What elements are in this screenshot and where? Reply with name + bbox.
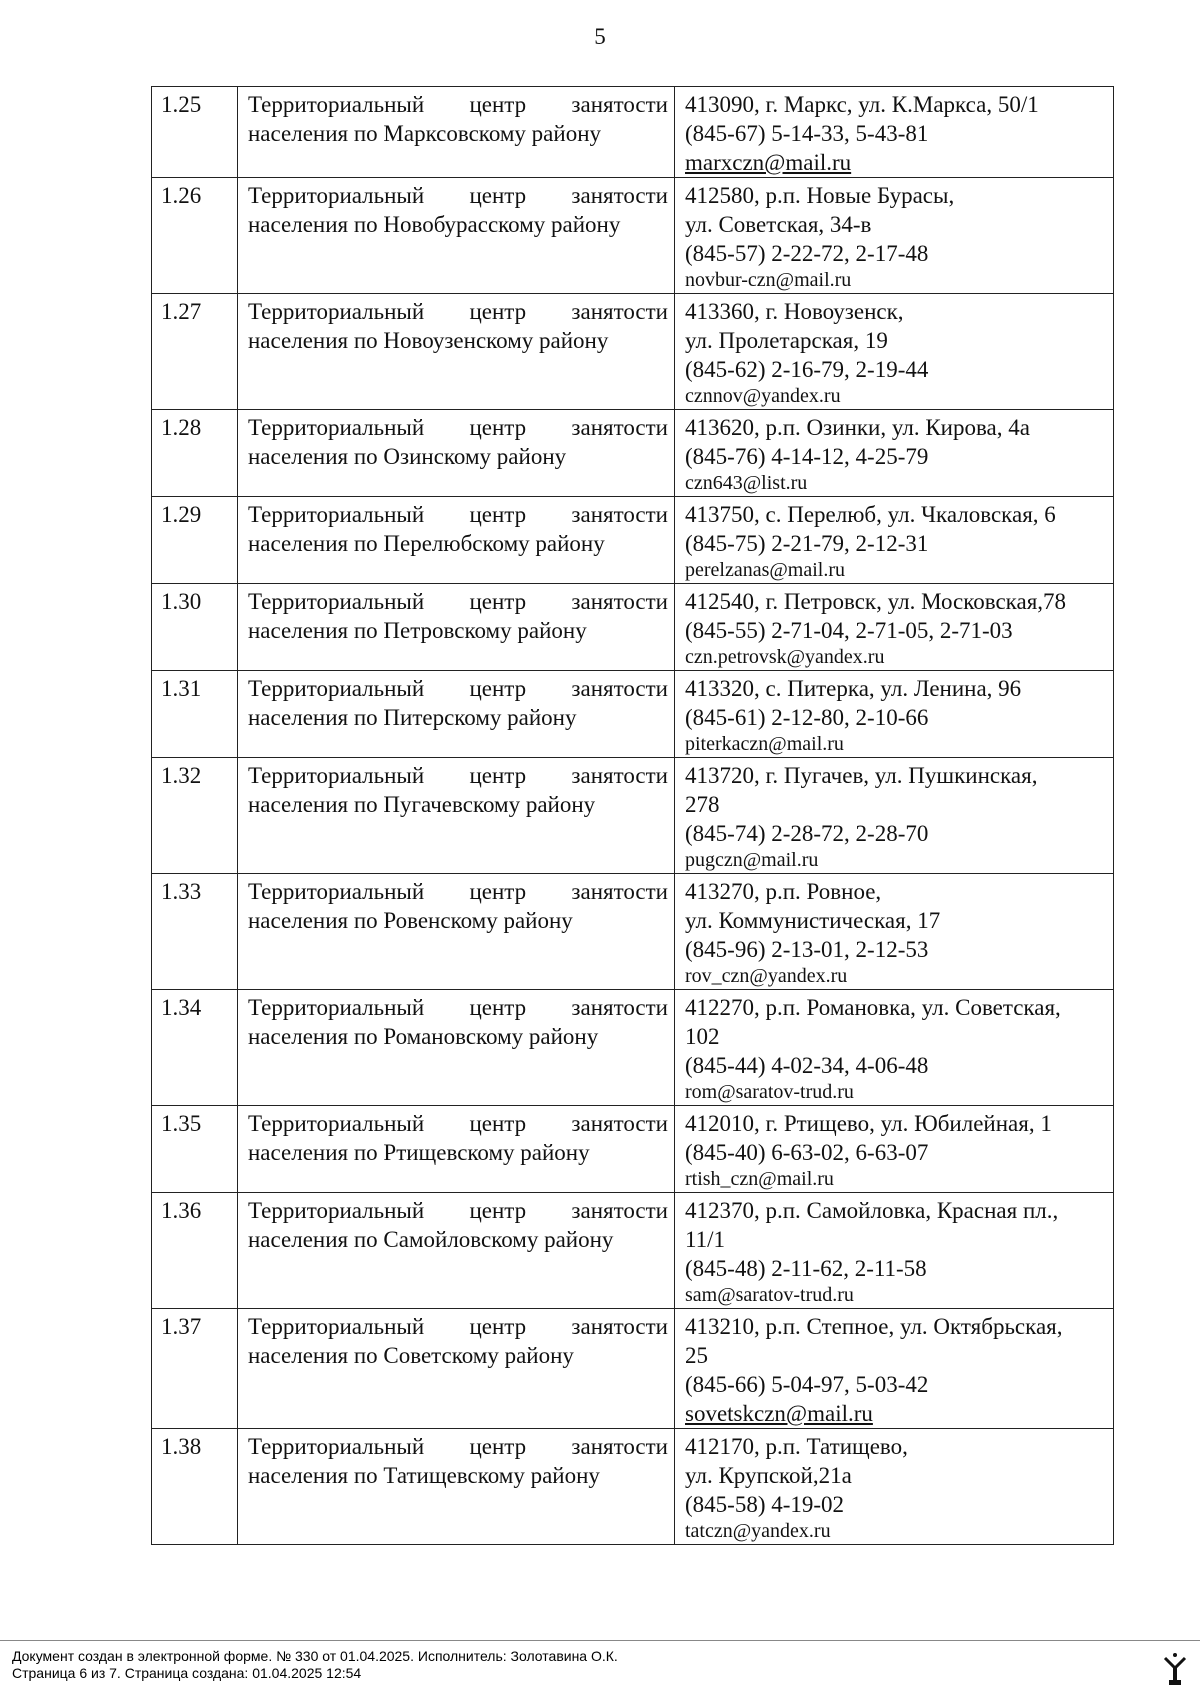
table-row <box>152 497 1114 584</box>
footer-document-info: Документ создан в электронной форме. № 330 от 01.04.2025. Исполнитель: Золотавина О.К. <box>12 1648 618 1664</box>
organization-name <box>238 1106 675 1193</box>
table-row <box>152 758 1114 874</box>
row-number: 1.37 <box>152 1309 238 1429</box>
address-line: 412580, р.п. Новые Бурасы, <box>685 183 955 208</box>
organization-district: населения по Новоузенскому району <box>248 328 609 353</box>
address-line: 413720, г. Пугачев, ул. Пушкинская, <box>685 763 1038 788</box>
organization-name-line: Территориальный центр занятости <box>248 1434 668 1459</box>
table-row <box>152 1309 1114 1429</box>
contacts-table <box>151 86 1114 1545</box>
organization-district: населения по Питерскому району <box>248 705 577 730</box>
address-line: ул. Советская, 34-в <box>685 212 872 237</box>
row-number: 1.26 <box>152 178 238 294</box>
table-row <box>152 874 1114 990</box>
contact-info <box>675 1193 1114 1309</box>
email-link[interactable]: rtish_czn@mail.ru <box>685 1168 834 1190</box>
organization-name <box>238 1309 675 1429</box>
contact-info <box>675 1106 1114 1193</box>
contact-info <box>675 990 1114 1106</box>
organization-name <box>238 874 675 990</box>
phone-numbers: (845-57) 2-22-72, 2-17-48 <box>685 241 929 266</box>
organization-name <box>238 87 675 178</box>
contact-info <box>675 497 1114 584</box>
contact-info <box>675 671 1114 758</box>
email-link[interactable]: marxczn@mail.ru <box>685 150 852 175</box>
table-row <box>152 990 1114 1106</box>
phone-numbers: (845-74) 2-28-72, 2-28-70 <box>685 821 929 846</box>
row-number: 1.34 <box>152 990 238 1106</box>
email-link[interactable]: rom@saratov-trud.ru <box>685 1081 854 1103</box>
organization-name-line: Территориальный центр занятости <box>248 183 668 208</box>
table-row <box>152 294 1114 410</box>
table-row <box>152 178 1114 294</box>
organization-name <box>238 410 675 497</box>
row-number: 1.36 <box>152 1193 238 1309</box>
contact-info <box>675 178 1114 294</box>
organization-name-line: Территориальный центр занятости <box>248 1198 668 1223</box>
address-line: ул. Пролетарская, 19 <box>685 328 888 353</box>
row-number: 1.28 <box>152 410 238 497</box>
email-link[interactable]: sovetskczn@mail.ru <box>685 1401 873 1426</box>
organization-name <box>238 1193 675 1309</box>
organization-name <box>238 671 675 758</box>
address-line: 412540, г. Петровск, ул. Московская,78 <box>685 589 1067 614</box>
organization-name <box>238 990 675 1106</box>
address-line: 413320, с. Питерка, ул. Ленина, 96 <box>685 676 1022 701</box>
email-link[interactable]: novbur-czn@mail.ru <box>685 269 852 291</box>
address-line: 278 <box>685 792 720 817</box>
contact-info <box>675 874 1114 990</box>
organization-district: населения по Петровскому району <box>248 618 587 643</box>
organization-district: населения по Пугачевскому району <box>248 792 596 817</box>
address-line: 102 <box>685 1024 720 1049</box>
phone-numbers: (845-67) 5-14-33, 5-43-81 <box>685 121 929 146</box>
footer-page-info: Страница 6 из 7. Страница создана: 01.04.2025 12:54 <box>12 1665 362 1681</box>
organization-name-line: Территориальный центр занятости <box>248 763 668 788</box>
organization-name <box>238 1429 675 1545</box>
organization-name-line: Территориальный центр занятости <box>248 502 668 527</box>
table-row <box>152 1429 1114 1545</box>
organization-district: населения по Советскому району <box>248 1343 574 1368</box>
organization-name-line: Территориальный центр занятости <box>248 92 668 117</box>
row-number: 1.33 <box>152 874 238 990</box>
phone-numbers: (845-55) 2-71-04, 2-71-05, 2-71-03 <box>685 618 1013 643</box>
organization-name-line: Территориальный центр занятости <box>248 589 668 614</box>
table-row <box>152 1106 1114 1193</box>
row-number: 1.29 <box>152 497 238 584</box>
address-line: 413090, г. Маркс, ул. К.Маркса, 50/1 <box>685 92 1039 117</box>
contact-info <box>675 758 1114 874</box>
address-line: 412170, р.п. Татищево, <box>685 1434 908 1459</box>
address-line: 25 <box>685 1343 708 1368</box>
address-line: 11/1 <box>685 1227 726 1252</box>
organization-district: населения по Озинскому району <box>248 444 567 469</box>
organization-name-line: Территориальный центр занятости <box>248 1111 668 1136</box>
address-line: 413210, р.п. Степное, ул. Октябрьская, <box>685 1314 1063 1339</box>
organization-name-line: Территориальный центр занятости <box>248 415 668 440</box>
row-number: 1.30 <box>152 584 238 671</box>
contact-info <box>675 1309 1114 1429</box>
table-row <box>152 1193 1114 1309</box>
row-number: 1.27 <box>152 294 238 410</box>
address-line: 412010, г. Ртищево, ул. Юбилейная, 1 <box>685 1111 1052 1136</box>
email-link[interactable]: cznnov@yandex.ru <box>685 385 841 407</box>
organization-district: населения по Романовскому району <box>248 1024 599 1049</box>
row-number: 1.25 <box>152 87 238 178</box>
organization-name-line: Территориальный центр занятости <box>248 995 668 1020</box>
footer-divider <box>0 1640 1200 1641</box>
phone-numbers: (845-61) 2-12-80, 2-10-66 <box>685 705 929 730</box>
row-number: 1.31 <box>152 671 238 758</box>
address-line: ул. Коммунистическая, 17 <box>685 908 941 933</box>
contact-info <box>675 410 1114 497</box>
email-link[interactable]: czn.petrovsk@yandex.ru <box>685 646 885 668</box>
phone-numbers: (845-76) 4-14-12, 4-25-79 <box>685 444 929 469</box>
organization-name-line: Территориальный центр занятости <box>248 1314 668 1339</box>
address-line: 413620, р.п. Озинки, ул. Кирова, 4а <box>685 415 1030 440</box>
organization-district: населения по Ртищевскому району <box>248 1140 590 1165</box>
address-line: 412270, р.п. Романовка, ул. Советская, <box>685 995 1061 1020</box>
address-line: 413360, г. Новоузенск, <box>685 299 904 324</box>
phone-numbers: (845-44) 4-02-34, 4-06-48 <box>685 1053 929 1078</box>
phone-numbers: (845-40) 6-63-02, 6-63-07 <box>685 1140 929 1165</box>
table-row <box>152 410 1114 497</box>
table-row <box>152 671 1114 758</box>
address-line: 412370, р.п. Самойловка, Красная пл., <box>685 1198 1059 1223</box>
page-number: 5 <box>594 24 606 49</box>
phone-numbers: (845-75) 2-21-79, 2-12-31 <box>685 531 929 556</box>
organization-name <box>238 497 675 584</box>
email-link[interactable]: tatczn@yandex.ru <box>685 1520 831 1542</box>
address-line: 413270, р.п. Ровное, <box>685 879 882 904</box>
email-link[interactable]: sam@saratov-trud.ru <box>685 1284 854 1306</box>
address-line: ул. Крупской,21а <box>685 1463 852 1488</box>
document-footer <box>12 1648 618 1682</box>
organization-name <box>238 178 675 294</box>
email-link[interactable]: rov_czn@yandex.ru <box>685 965 848 987</box>
contact-info <box>675 87 1114 178</box>
organization-district: населения по Марксовскому району <box>248 121 602 146</box>
row-number: 1.35 <box>152 1106 238 1193</box>
organization-name <box>238 584 675 671</box>
organization-name-line: Территориальный центр занятости <box>248 879 668 904</box>
contact-info <box>675 1429 1114 1545</box>
phone-numbers: (845-96) 2-13-01, 2-12-53 <box>685 937 929 962</box>
coat-of-arms-icon <box>1162 1652 1188 1688</box>
table-row <box>152 87 1114 178</box>
organization-district: населения по Перелюбскому району <box>248 531 605 556</box>
row-number: 1.38 <box>152 1429 238 1545</box>
email-link[interactable]: pugczn@mail.ru <box>685 849 819 871</box>
organization-name-line: Территориальный центр занятости <box>248 299 668 324</box>
row-number: 1.32 <box>152 758 238 874</box>
organization-district: населения по Новобурасскому району <box>248 212 621 237</box>
address-line: 413750, с. Перелюб, ул. Чкаловская, 6 <box>685 502 1056 527</box>
organization-district: населения по Ровенскому району <box>248 908 573 933</box>
organization-name <box>238 294 675 410</box>
phone-numbers: (845-48) 2-11-62, 2-11-58 <box>685 1256 927 1281</box>
phone-numbers: (845-62) 2-16-79, 2-19-44 <box>685 357 929 382</box>
organization-name-line: Территориальный центр занятости <box>248 676 668 701</box>
phone-numbers: (845-58) 4-19-02 <box>685 1492 845 1517</box>
organization-district: населения по Самойловскому району <box>248 1227 614 1252</box>
email-link[interactable]: czn643@list.ru <box>685 472 808 494</box>
email-link[interactable]: perelzanas@mail.ru <box>685 559 846 581</box>
organization-name <box>238 758 675 874</box>
table-row <box>152 584 1114 671</box>
contact-info <box>675 294 1114 410</box>
phone-numbers: (845-66) 5-04-97, 5-03-42 <box>685 1372 929 1397</box>
organization-district: населения по Татищевскому району <box>248 1463 600 1488</box>
email-link[interactable]: piterkaczn@mail.ru <box>685 733 844 755</box>
contacts-table-body <box>152 87 1114 1545</box>
contact-info <box>675 584 1114 671</box>
